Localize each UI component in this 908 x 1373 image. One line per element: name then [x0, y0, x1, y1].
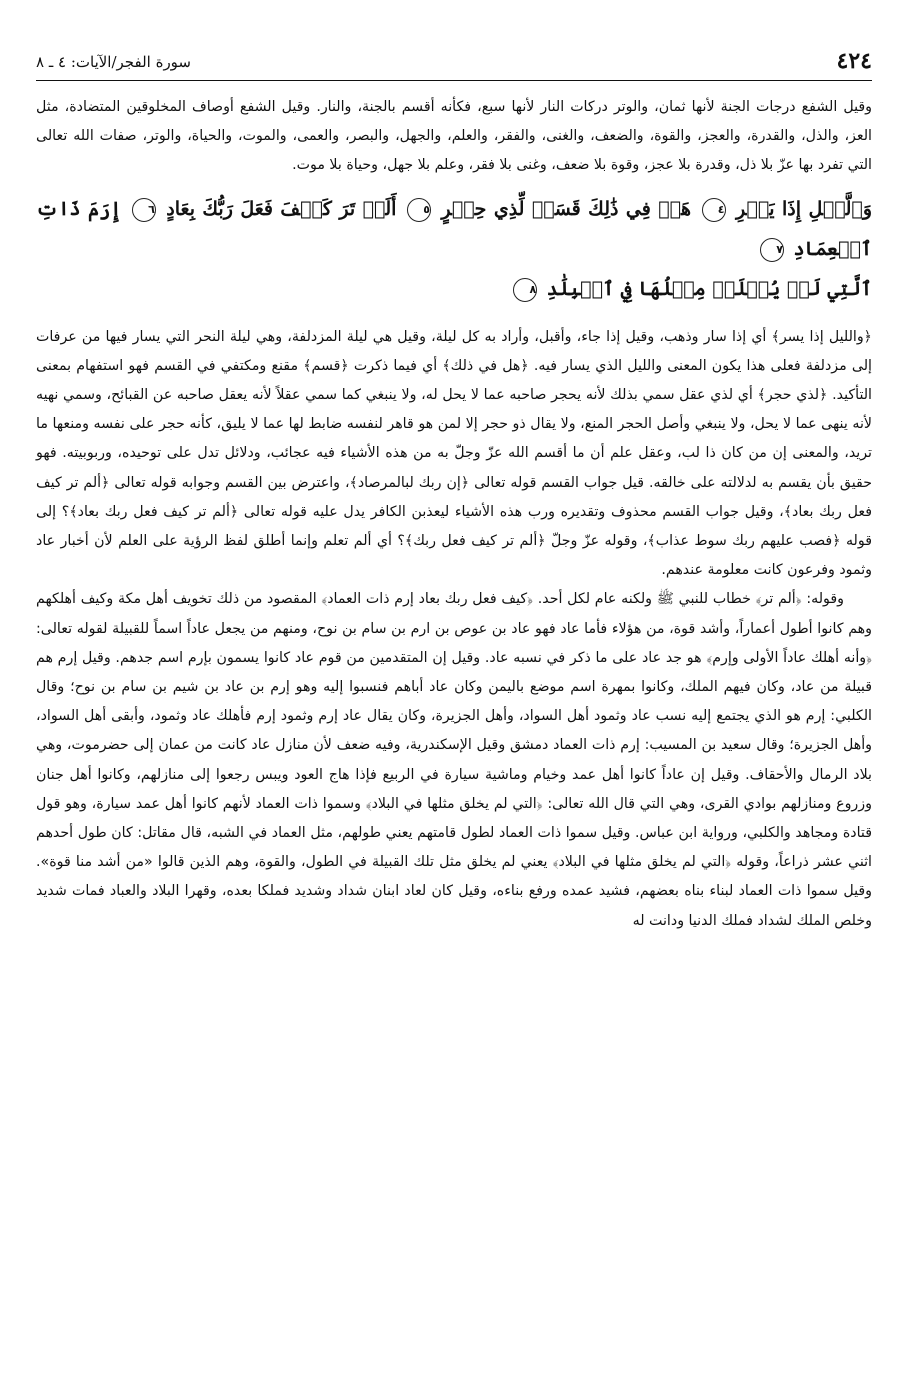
ayah-5-text: هَلۡ فِي ذَٰلِكَ قَسَمٞ لِّذِي حِجۡرٍ	[441, 197, 692, 220]
quran-line-1	[36, 189, 872, 269]
ayah-5-number: ٥	[407, 198, 431, 222]
surah-verses-title: سورة الفجر/الآيات: ٤ ـ ٨	[36, 53, 191, 71]
tafsir-paragraph-1: ﴿والليل إذا يسر﴾ أي إذا سار وذهب، وقيل إذا جاء، وأقبل، وأراد به كل ليلة، وقيل هي ليلة المزدلفة، وهي ليلة النحر التي يسار فيها من عرفات إلى مزدلفة فعلى هذا يكون المعنى والليل الذي يسار فيه. ﴿هل في ذلك﴾ أي فيما ذكرت ﴿قسم﴾ مقنع ومكتفي في القسم فهو استفهام بمعنى التأكيد. ﴿لذي حجر﴾ أي لذي عقل سمي بذلك لأنه يحجر صاحبه عما لا يحل له، ولا ينبغي كما سمي عقلاً لأنه يعقل صاحبه عن القبائح، وسمي نهيه لأنه ينهى عما لا يحل، ولا ينبغي وأصل الحجر المنع، ولا يقال ذو حجر إلا لمن هو قاهر لنفسه ضابط لها عما لا يليق، كأنه حجر على نفسه ومنعها ما تريد، والمعنى إن من كان ذا لب، وعقل علم أن ما أقسم الله عزّ وجلّ به من هذه الأشياء فيه عجائب، ودلائل تدل على توحيده، وربوبيته. فهو حقيق بأن يقسم به لدلالته على خالقه. قيل جواب القسم قوله تعالى ﴿إن ربك لبالمرصاد﴾، واعترض بين القسم وجوابه قوله تعالى ﴿ألم تر كيف فعل ربك بعاد﴾، وقيل جواب القسم محذوف وتقديره ورب هذه الأشياء ليعذبن الكافر يدل عليه قوله تعالى ﴿ألم تر كيف فعل ربك بعاد﴾؟ إلى قوله ﴿فصب عليهم ربك سوط عذاب﴾، وقوله عزّ وجلّ ﴿ألم تر كيف فعل ربك﴾؟ أي ألم تعلم وإنما أطلق لفظ الرؤية على العلم لأن أخبار عاد وثمود وفرعون كانت معلومة عندهم.	[36, 328, 872, 579]
ayah-7-number: ٧	[760, 238, 784, 262]
ayah-7-text: إِرَمَ ذَاتِ ٱلۡعِمَادِ	[36, 197, 872, 260]
quran-verses	[36, 185, 872, 315]
intro-paragraph: وقيل الشفع درجات الجنة لأنها ثمان، والوتر دركات النار لأنها سبع، فكأنه أقسم بالجنة، والنار. وقيل الشفع أوصاف المخلوقين المتضادة، مثل العز، والذل، والقدرة، والعجز، والقوة، والضعف، والغنى، والفقر، والعلم، والجهل، والبصر، والعمى، والموت، والحياة، والوتر، صفات الله تعالى التي تفرد بها عزّ بلا ذل، وقدرة بلا عجز، وقوة بلا ضعف، وغنى بلا فقر، وعلم بلا جهل، وحياة بلا موت.	[36, 99, 872, 174]
book-page	[36, 46, 872, 936]
ayah-8-number: ٨	[513, 278, 537, 302]
page-number: ٤٢٤	[836, 48, 872, 74]
running-header	[36, 46, 872, 81]
ayah-4-text: وَٱلَّيۡلِ إِذَا يَسۡرِ	[735, 197, 872, 220]
ayah-8-text: ٱلَّتِي لَمۡ يُخۡلَقۡ مِثۡلُهَا فِي ٱلۡبِلَٰدِ	[546, 277, 872, 300]
ayah-6-text: أَلَمۡ تَرَ كَيۡفَ فَعَلَ رَبُّكَ بِعَادٍ	[166, 197, 397, 220]
quran-line-2	[36, 269, 872, 309]
ayah-6-number: ٦	[132, 198, 156, 222]
ayah-4-number: ٤	[702, 198, 726, 222]
tafsir-paragraph-2: وقوله: ﴿ألم تر﴾ خطاب للنبي ﷺ ولكنه عام لكل أحد. ﴿كيف فعل ربك بعاد إرم ذات العماد﴾ المقصود من ذلك تخويف أهل مكة وكيف أهلكهم وهم كانوا أطول أعماراً، وأشد قوة، من هؤلاء فأما عاد فهو عاد بن عوص بن ارم بن سام بن نوح، ومنهم من يجعل عاداً اسماً للقبيلة لقوله تعالى: ﴿وأنه أهلك عاداً الأولى وإرم﴾ هو جد عاد على ما ذكر في نسبه عاد. وقيل إن المتقدمين من قوم عاد كانوا يسمون بإرم اسم جدهم. وقيل إرم هم قبيلة من عاد، وكان فيهم الملك، وكانوا بمهرة اسم موضع باليمن وكان عاد أباهم فنسبوا إليه وهو إرم بن عاد بن شيم بن سام بن نوح؛ وقال الكلبي: إرم هو الذي يجتمع إليه نسب عاد وثمود أهل السواد، وأهل الجزيرة، وكان يقال عاد إرم وثمود إرم فأهلك عاد وثمود، وأبقى أهل السواد، وأهل الجزيرة؛ وقال سعيد بن المسيب: إرم ذات العماد دمشق وقيل الإسكندرية، وفيه ضعف لأن منازل عاد كانت من عمان إلى حضرموت، وهي بلاد الرمال والأحقاف. وقيل إن عاداً كانوا أهل عمد وخيام وماشية سيارة في الربيع فإذا هاج العود ويبس رجعوا إلى منازلهم، وكانوا أهل جنان وزروع ومنازلهم بوادي القرى، وهي التي قال الله تعالى: ﴿التي لم يخلق مثلها في البلاد﴾ وسموا ذات العماد لأنهم كانوا أهل عمد سيارة، وهو قول قتادة ومجاهد والكلبي، ورواية ابن عباس. وقيل سموا ذات العماد لطول قامتهم يعني طولهم، مثل العماد في الشبه، قال مقاتل: كان طول أحدهم اثني عشر ذراعاً، وقوله ﴿التي لم يخلق مثلها في البلاد﴾ يعني لم يخلق مثل تلك القبيلة في الطول، والقوة، وهم الذين قالوا «من أشد منا قوة». وقيل سموا ذات العماد لبناء بناه بعضهم، فشيد عمده ورفع بناءه، وقيل كان لعاد ابنان شداد وشديد فملكا بعده، وقهرا البلاد والعباد فمات شديد وخلص الملك لشداد فملك الدنيا ودانت له	[36, 591, 872, 929]
